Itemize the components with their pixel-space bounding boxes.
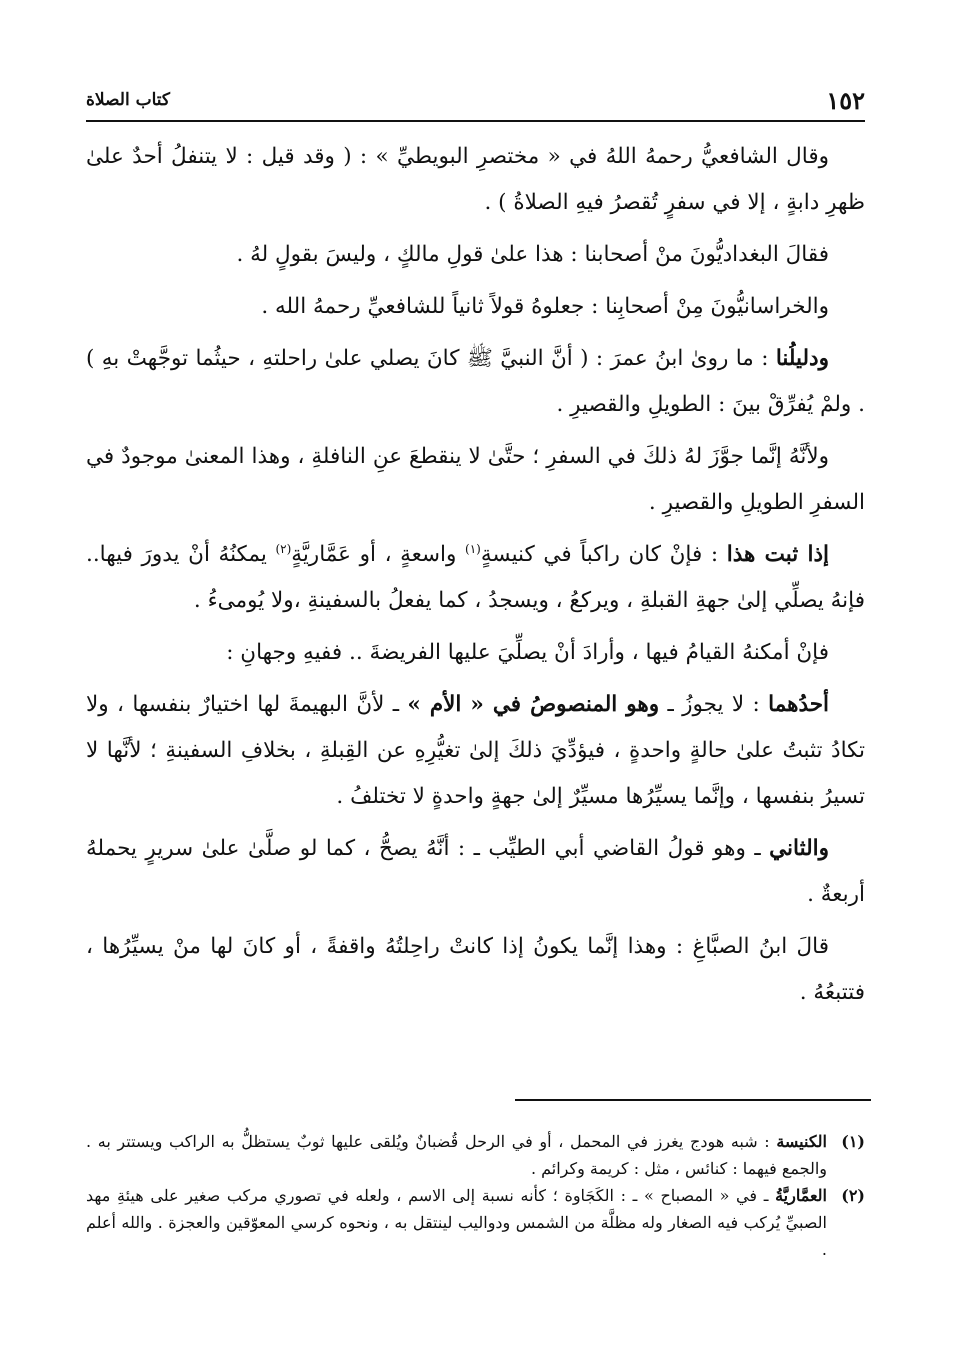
footnote-term: العمَّاريَّةُ <box>775 1186 827 1205</box>
paragraph-text: قالَ ابنُ الصبَّاغِ : وهذا إنَّما يكونُ إذا كانتْ راحِلتُهُ واقفةً ، أو كانَ لها منْ يسيِّرُها ، فتتبعُهُ . <box>86 934 865 1005</box>
paragraph <box>86 134 865 226</box>
paragraph <box>86 682 865 820</box>
footnote-body <box>86 1128 827 1182</box>
paragraph <box>86 232 865 278</box>
footnote-text: : شبه هودج يغرز في المحمل ، أو في الرحل قُضبانٌ ويُلقى عليها ثوبٌ يستظلُّ به الراكب ويستتر به . والجمع فيهما : كنائس ، مثل : كريمة وكرائم . <box>86 1132 827 1178</box>
paragraph-text: : لا يجوزُ ـ <box>659 692 769 717</box>
paragraph <box>86 924 865 1016</box>
footnote-term: الكنيسة <box>776 1132 827 1151</box>
paragraph-text: فإنْ أمكنهُ القيامُ فيها ، وأرادَ أنْ يصلِّيَ عليها الفريضةَ .. ففيهِ وجهانِ : <box>226 640 829 665</box>
page-number: ١٥٢ <box>826 86 865 115</box>
footnotes <box>86 1128 865 1263</box>
footnote-ref[interactable]: (١) <box>465 541 481 556</box>
footnote-number: (١) <box>841 1132 865 1151</box>
paragraph <box>86 284 865 330</box>
running-title: كتاب الصلاة <box>86 90 171 110</box>
paragraph-lead: والثاني <box>769 836 829 861</box>
footnote-text: ـ في « المصباح » ـ : الكَجَاوة ؛ كأنه نسبة إلى الاسم ، ولعله في تصوري مركب صغير على هيئةِ مهد الصبيِّ يُركب فيه الصغار وله مظلَّة من الشمس ودواليب لينتقل به ، ونحوه كرسي المعوّقين والعجزة . والله أعلم . <box>86 1186 827 1259</box>
paragraph-text: ولأنَّهُ إنَّما جوَّزَ لهُ ذلكَ في السفرِ ؛ حتَّىٰ لا ينقطعَ عنِ النافلةِ ، وهذا المعنىٰ موجودٌ في السفرِ الطويلِ والقصيرِ . <box>86 444 865 515</box>
paragraph-text: وقال الشافعيُّ رحمهُ اللهُ في « مختصرِ البويطيِّ » : ( وقد قيل : لا يتنفلُ أحدٌ علىٰ ظهرِ دابةٍ ، إلا في سفرٍ تُقصرُ فيهِ الصلاةُ ) . <box>86 144 865 215</box>
paragraph <box>86 826 865 918</box>
paragraph <box>86 532 865 624</box>
paragraph-text: ـ لأنَّ البهيمةَ لها اختيارٌ بنفسها ، ولا تكادُ تثبتُ علىٰ حالةٍ واحدةٍ ، فيؤدِّيَ ذلكَ إلىٰ تغيُّرِهِ عن القِبلةِ ، بخلافِ السفينةِ ؛ لأنَّها لا تسيرُ بنفسها ، وإنَّما يسيِّرُها مسيِّرٌ إلىٰ جهةٍ واحدةٍ لا تختلفُ . <box>86 692 865 809</box>
footnote-body <box>86 1182 827 1263</box>
paragraph <box>86 434 865 526</box>
paragraph-text: : فإنْ كان راكباً في كنيسةٍ <box>480 542 727 567</box>
paragraph-text: فقالَ البغداديُّونَ منْ أصحابنا : هذا علىٰ قولِ مالكٍ ، وليسَ بقولٍ لهُ . <box>236 242 829 267</box>
paragraph-text: والخراسانيُّونَ مِنْ أصحابِنا : جعلوهُ قولاً ثانياً للشافعيِّ رحمهُ الله . <box>261 294 829 319</box>
footnote <box>86 1128 865 1182</box>
paragraph-lead: إذا ثبت هذا <box>726 542 829 567</box>
page-header <box>86 78 865 122</box>
footnote-ref[interactable]: (٢) <box>275 541 292 556</box>
footnote-divider <box>515 1099 871 1101</box>
paragraph-lead: أحدُهما <box>768 692 830 717</box>
footnote <box>86 1182 865 1263</box>
paragraph-emphasis: وهو المنصوصُ في « الأم » <box>407 692 660 717</box>
paragraph-text: ـ وهو قولُ القاضي أبي الطيِّب ـ : أنَّهُ يصحُّ ، كما لو صلَّىٰ علىٰ سريرٍ يحملهُ أربعةٌ . <box>86 836 865 907</box>
paragraph-lead: ودليلُنا <box>775 346 829 371</box>
main-text <box>86 134 865 1022</box>
paragraph <box>86 336 865 428</box>
paragraph-text: واسعةٍ ، أو عَمَّاريَّةٍ <box>291 542 466 567</box>
paragraph <box>86 630 865 676</box>
paragraph-text: : ما روىٰ ابنُ عمرَ : ( أنَّ النبيَّ ﷺ كانَ يصلي علىٰ راحلتهِ ، حيثُما توجَّهتْ بهِ ) . ولمْ يُفرِّقْ بينَ : الطويلِ والقصيرِ . <box>86 346 865 417</box>
paragraph-text: يمكنُهُ أنْ يدورَ فيها.. فإنهُ يصلِّي إلىٰ جهةِ القبلةِ ، ويركعُ ، ويسجدُ ، كما يفعلُ بالسفينةِ ،ولا يُومىءُ . <box>86 542 865 613</box>
footnote-number: (٢) <box>841 1186 865 1205</box>
